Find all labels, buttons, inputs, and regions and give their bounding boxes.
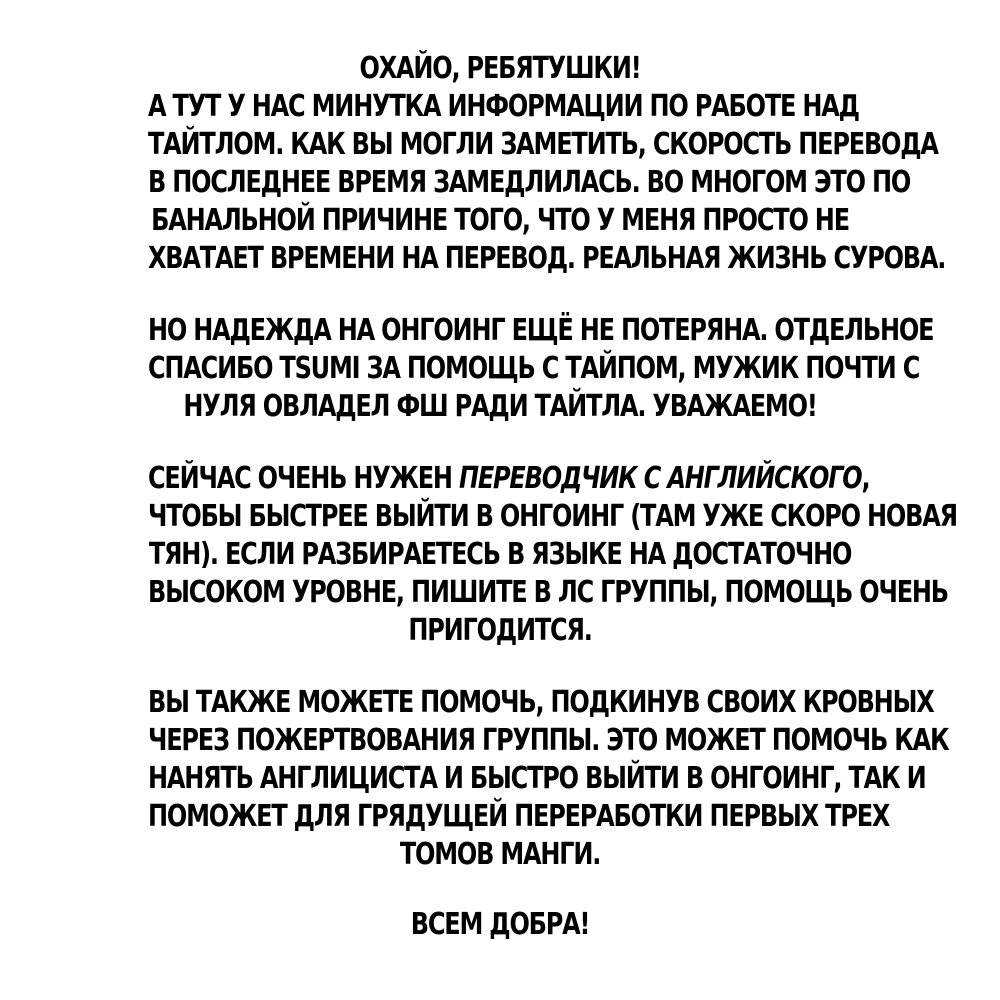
text-line: ОХАЙО, РЕБЯТУШКИ! <box>359 51 641 86</box>
text-line: ПОМОЖЕТ ДЛЯ ГРЯДУЩЕЙ ПЕРЕРАБОТКИ ПЕРВЫХ ТРЕХ <box>148 799 890 834</box>
paragraph-translator-request <box>148 460 957 650</box>
text-line <box>148 460 870 498</box>
text-line: ХВАТАЕТ ВРЕМЕНИ НА ПЕРЕВОД. РЕАЛЬНАЯ ЖИЗНЬ СУРОВА. <box>148 241 946 276</box>
text-line: ВЫСОКОМ УРОВНЕ, ПИШИТЕ В ЛС ГРУППЫ, ПОМОЩЬ ОЧЕНЬ <box>148 575 948 610</box>
text-line: ТАЙТЛОМ. КАК ВЫ МОГЛИ ЗАМЕТИТЬ, СКОРОСТЬ ПЕРЕВОДА <box>148 127 938 162</box>
text-segment: СЕЙЧАС ОЧЕНЬ НУЖЕН <box>148 461 459 496</box>
text-segment: , <box>861 461 870 496</box>
text-line: А ТУТ У НАС МИНУТКА ИНФОРМАЦИИ ПО РАБОТЕ НАД <box>148 89 859 124</box>
translator-emphasis: ПЕРЕВОДЧИК С АНГЛИЙСКОГО <box>458 461 862 496</box>
paragraph-signoff <box>148 906 852 944</box>
text-line: ВЫ ТАКЖЕ МОЖЕТЕ ПОМОЧЬ, ПОДКИНУВ СВОИХ КРОВНЫХ <box>148 685 934 720</box>
text-line: ТЯН). ЕСЛИ РАЗБИРАЕТЕСЬ В ЯЗЫКЕ НА ДОСТАТОЧНО <box>148 537 852 572</box>
text-line: НУЛЯ ОВЛАДЕЛ ФШ РАДИ ТАЙТЛА. УВАЖАЕМО! <box>183 389 817 424</box>
text-line: ТОМОВ МАНГИ. <box>399 837 601 872</box>
text-line: ЧТОБЫ БЫСТРЕЕ ВЫЙТИ В ОНГОИНГ (ТАМ УЖЕ СКОРО НОВАЯ <box>148 499 957 534</box>
text-line: НО НАДЕЖДА НА ОНГОИНГ ЕЩЁ НЕ ПОТЕРЯНА. ОТДЕЛЬНОЕ <box>148 313 934 348</box>
text-line: СПАСИБО TSUMI ЗА ПОМОЩЬ С ТАЙПОМ, МУЖИК ПОЧТИ С <box>148 351 920 386</box>
text-line: ПРИГОДИТСЯ. <box>408 613 592 648</box>
text-line: ВСЕМ ДОБРА! <box>410 907 590 942</box>
text-line: ЧЕРЕЗ ПОЖЕРТВОВАНИЯ ГРУППЫ. ЭТО МОЖЕТ ПОМОЧЬ КАК <box>148 723 949 758</box>
paragraph-thanks <box>148 312 934 426</box>
paragraph-greeting <box>148 50 946 278</box>
paragraph-donations <box>148 684 949 874</box>
text-line: БАНАЛЬНОЙ ПРИЧИНЕ ТОГО, ЧТО У МЕНЯ ПРОСТО НЕ <box>151 203 849 238</box>
text-line: В ПОСЛЕДНЕЕ ВРЕМЯ ЗАМЕДЛИЛАСЬ. ВО МНОГОМ ЭТО ПО <box>148 165 911 200</box>
text-line: НАНЯТЬ АНГЛИЦИСТА И БЫСТРО ВЫЙТИ В ОНГОИНГ, ТАК И <box>148 761 926 796</box>
